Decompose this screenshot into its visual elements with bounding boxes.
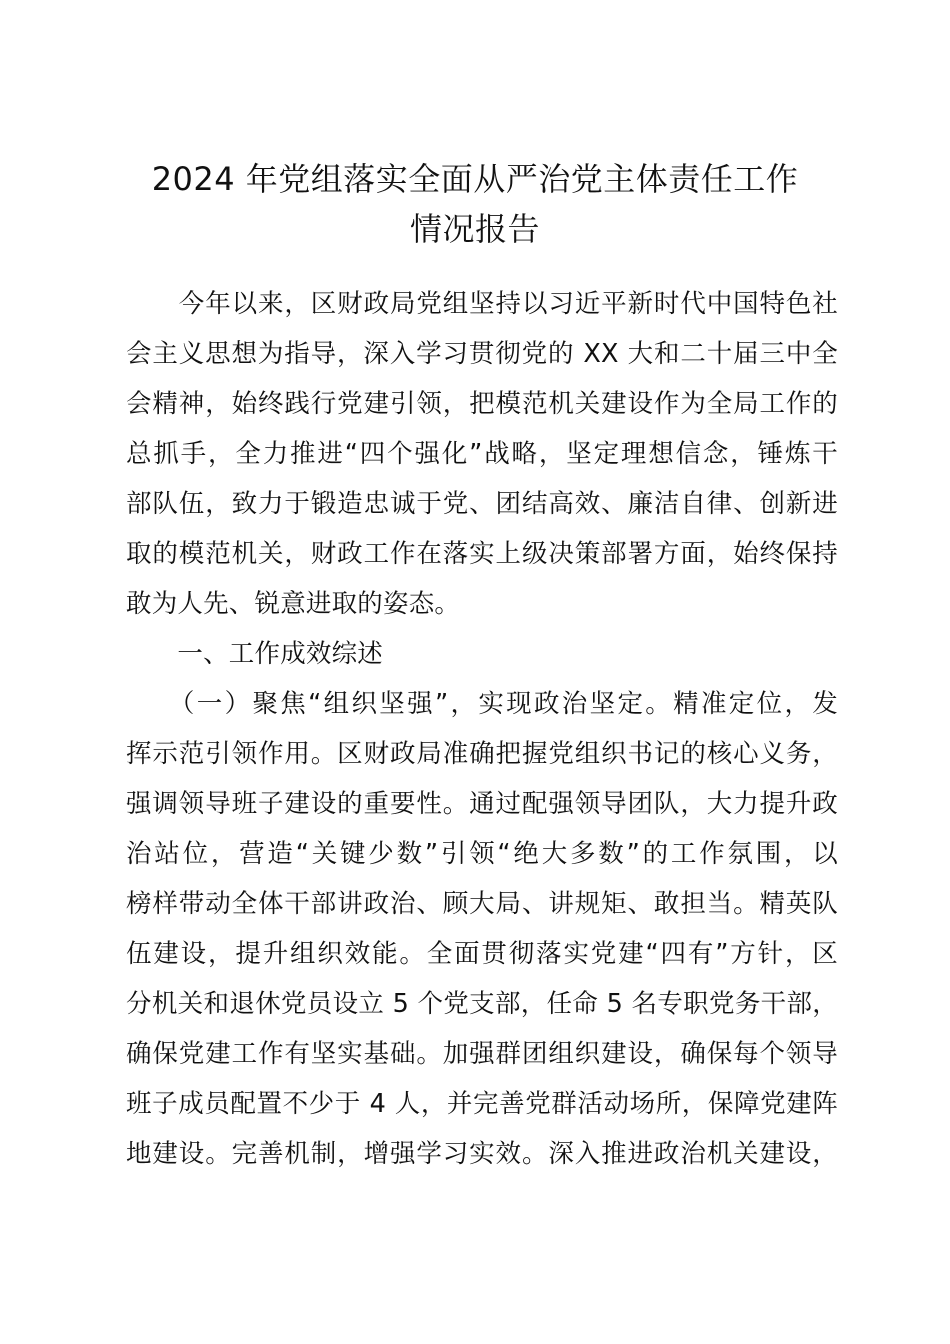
body-text-line: （一）聚焦“组织坚强”，实现政治坚定。精准定位，发 bbox=[126, 689, 838, 719]
body-text-line: 确保党建工作有坚实基础。加强群团组织建设，确保每个领导 bbox=[126, 1039, 838, 1069]
body-text-line: 今年以来，区财政局党组坚持以习近平新时代中国特色社 bbox=[126, 289, 838, 319]
body-text-line: 分机关和退休党员设立 5 个党支部，任命 5 名专职党务干部， bbox=[126, 989, 838, 1019]
document-title-line-1: 2024 年党组落实全面从严治党主体责任工作 bbox=[151, 160, 799, 198]
body-text-line: 地建设。完善机制，增强学习实效。深入推进政治机关建设， bbox=[126, 1139, 838, 1169]
document-title-line-2: 情况报告 bbox=[409, 210, 540, 248]
body-text-line: 强调领导班子建设的重要性。通过配强领导团队，大力提升政 bbox=[126, 789, 838, 819]
section-heading: 一、工作成效综述 bbox=[126, 639, 384, 669]
body-text-line: 榜样带动全体干部讲政治、顾大局、讲规矩、敢担当。精英队 bbox=[126, 889, 838, 919]
body-text-line: 班子成员配置不少于 4 人，并完善党群活动场所，保障党建阵 bbox=[126, 1089, 838, 1119]
body-text-line: 会精神，始终践行党建引领，把模范机关建设作为全局工作的 bbox=[126, 389, 838, 419]
body-text-line: 挥示范引领作用。区财政局准确把握党组织书记的核心义务， bbox=[126, 739, 838, 769]
body-text-line: 取的模范机关，财政工作在落实上级决策部署方面，始终保持 bbox=[126, 539, 838, 569]
body-text-line: 敢为人先、锐意进取的姿态。 bbox=[126, 589, 461, 619]
body-text-line: 治站位，营造“关键少数”引领“绝大多数”的工作氛围，以 bbox=[126, 839, 838, 869]
body-text-line: 部队伍，致力于锻造忠诚于党、团结高效、廉洁自律、创新进 bbox=[126, 489, 838, 519]
body-text-line: 总抓手，全力推进“四个强化”战略，坚定理想信念，锤炼干 bbox=[126, 439, 838, 469]
body-text-line: 会主义思想为指导，深入学习贯彻党的 XX 大和二十届三中全 bbox=[126, 339, 838, 369]
body-text-line: 伍建设，提升组织效能。全面贯彻落实党建“四有”方针，区 bbox=[126, 939, 838, 969]
